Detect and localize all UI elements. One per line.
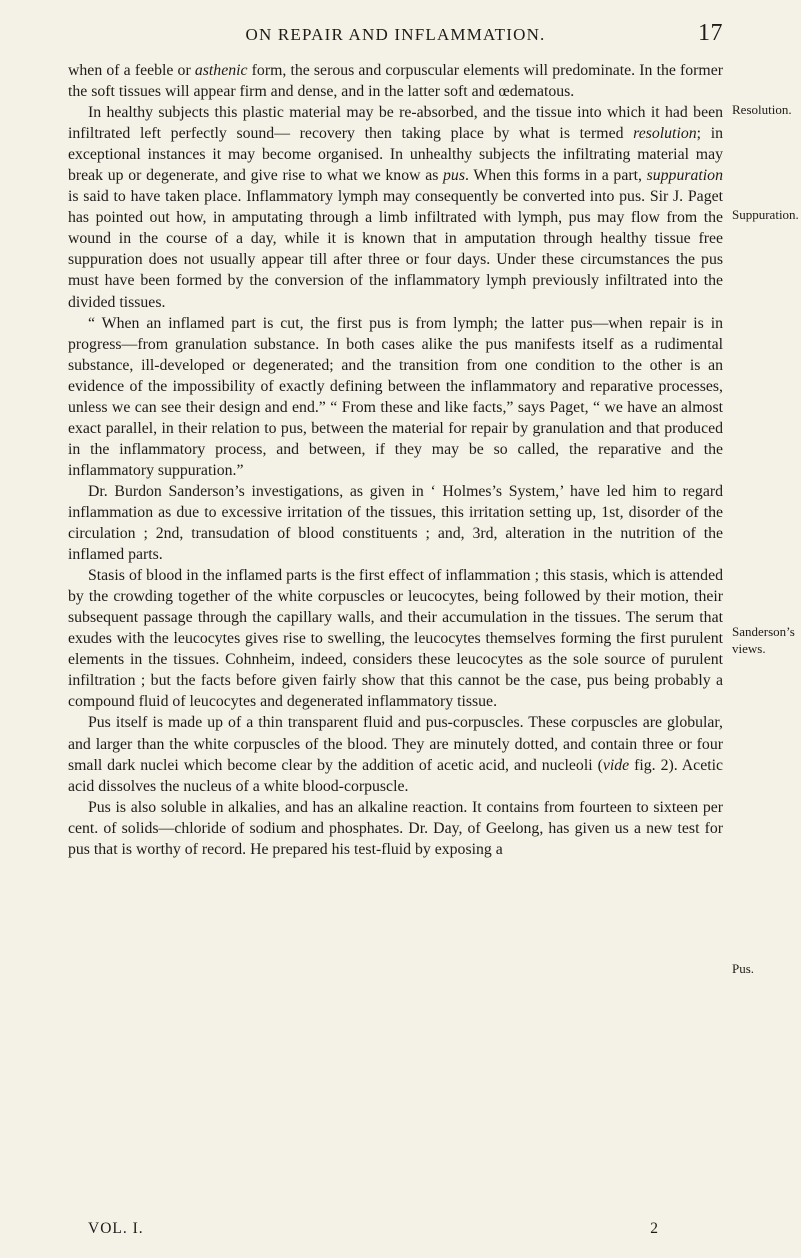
running-head bbox=[68, 20, 723, 46]
margin-note-pus: Pus. bbox=[732, 961, 755, 976]
text-run: Pus is also soluble in alkalies, and has an alkaline reaction. It contains from fourteen to sixteen per cent. of solids—chloride of sodium and phosphates. Dr. Day, of Geelong, has given us a new test for pus that is worthy of record. He prepared his test-fluid by exposing a bbox=[68, 798, 723, 858]
paragraph bbox=[68, 481, 723, 565]
page-number: 17 bbox=[698, 20, 723, 46]
text-run: “ When an inflamed part is cut, the first pus is from lymph; the latter pus—when repair is in progress—from granulation substance. In both cases alike the pus manifests itself as a rudimental substance, ill-developed or degenerated; and the transition from one condition to the other is an evidence of the impossibility of exactly defining between the inflammatory and reparative processes, unless we can see their design and end.” “ From these and like facts,” says Paget, “ we have an almost exact parallel, in their relation to pus, between the material for repair by granulation and that produced in the inflammatory process, and between, if they may be so called, the reparative and the inflammatory suppuration.” bbox=[68, 314, 723, 479]
margin-note-views: views. bbox=[732, 641, 766, 656]
italic-term: vide bbox=[602, 756, 630, 774]
margin-note-resolution: Resolution. bbox=[732, 102, 792, 117]
paragraph bbox=[68, 313, 723, 481]
italic-term: asthenic bbox=[194, 62, 248, 79]
text-run: when of a feeble or bbox=[68, 62, 195, 79]
text-run: Dr. Burdon Sanderson’s investigations, as given in ‘ Holmes’s System,’ have led him to regard inflammation as due to excessive irritation of the tissues, this irritation setting up, 1st, disorder of the circulation ; 2nd, transudation of blood constituents ; and, 3rd, alteration in the nutrition of the inflamed parts. bbox=[68, 482, 723, 564]
paragraph bbox=[68, 797, 723, 860]
text-run: is said to have taken place. Inflammatory lymph may consequently be converted into pus. Sir J. Paget has pointed out how, in amputating through a limb infiltrated with lymph, pus may flow from the wound in the course of a day, while it is known that in amputation through healthy tissue free suppuration does not usually appear till after three or four days. Under these circumstances the pus must have been formed by the conversion of the inflammatory lymph previously infiltrated into the divided tissues. bbox=[68, 188, 723, 311]
italic-term: resolution bbox=[633, 125, 697, 143]
paragraph bbox=[68, 712, 723, 796]
paragraph bbox=[68, 102, 723, 312]
paragraph bbox=[68, 60, 723, 102]
paragraph bbox=[68, 565, 723, 712]
text-run: . When this forms in a part, bbox=[464, 167, 647, 185]
running-title: ON REPAIR AND INFLAMMATION. bbox=[245, 25, 546, 44]
text-run: Stasis of blood in the inflamed parts is the first effect of inflammation ; this stasis, which is attended by the crowding together of the white corpuscles or leucocytes, being followed by their motion, their subsequent passage through the capillary walls, and their accumulation in the tissues. The serum that exudes with the leucocytes gives rise to swelling, the leucocytes themselves forming the first purulent elements in the tissues. Cohnheim, indeed, considers these leucocytes as the sole source of purulent infiltration ; but the facts before given fairly show that this cannot be the case, pus being probably a compound fluid of leucocytes and degenerated inflammatory tissue. bbox=[68, 567, 723, 711]
text-run: Pus itself is made up of a thin transparent fluid and pus-corpuscles. These corpuscles are globular, and larger than the white corpuscles of the blood. They are minutely dotted, and contain three or four small dark nuclei which become clear by the addition of acetic acid, and nucleoli ( bbox=[68, 714, 723, 774]
italic-term: suppuration bbox=[646, 167, 723, 185]
page-footer bbox=[88, 1220, 658, 1238]
text-run: fig. 2). Acetic acid dissolves the nucleus of a white blood-corpuscle. bbox=[68, 756, 723, 795]
italic-term: pus bbox=[443, 167, 465, 185]
signature-mark: 2 bbox=[650, 1220, 658, 1237]
volume-mark: VOL. I. bbox=[88, 1220, 144, 1237]
text-run: ; in exceptional instances it may become organised. In unhealthy subjects the infiltrating material may break up or degenerate, and give rise to what we know as bbox=[68, 125, 723, 185]
text-run: In healthy subjects this plastic material may be re-absorbed, and the tissue into which it had been infiltrated left perfectly sound— recovery then taking place by what is termed bbox=[68, 104, 723, 143]
margin-note-sandersons: Sanderson’s bbox=[732, 624, 795, 639]
text-run: form, the serous and corpuscular elements will predominate. In the former the soft tissues will appear firm and dense, and in the latter soft and œdematous. bbox=[68, 62, 723, 101]
body-text bbox=[68, 60, 723, 860]
margin-note-suppuration: Suppuration. bbox=[732, 207, 799, 222]
